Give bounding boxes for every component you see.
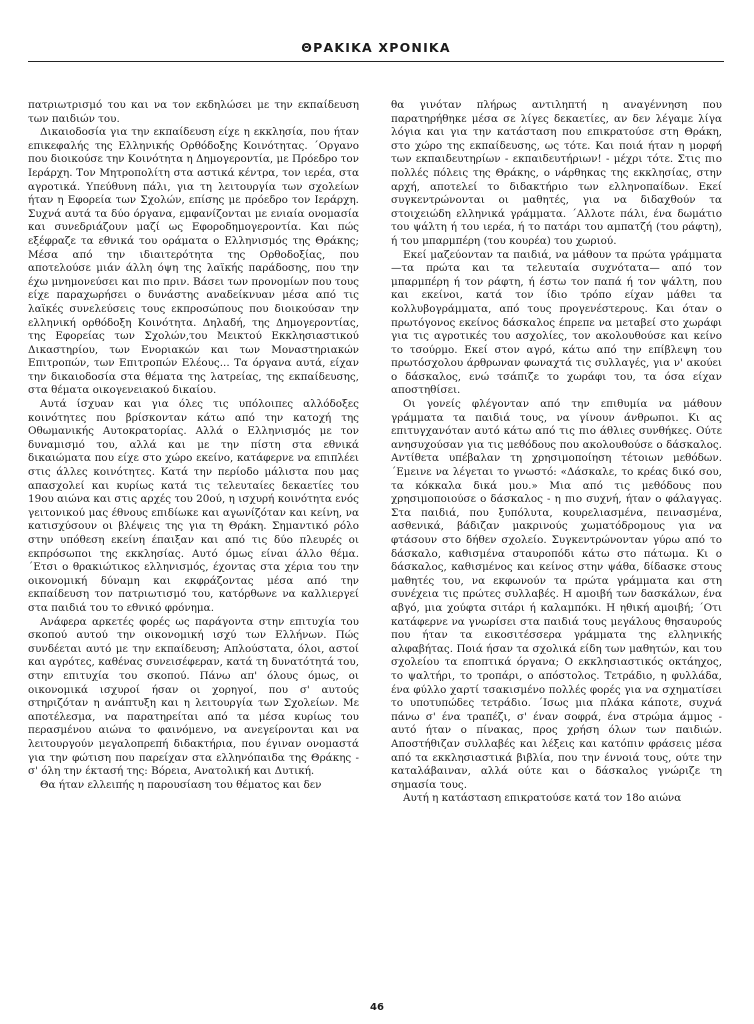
page-number: 46: [370, 1002, 384, 1013]
paragraph: Ανάφερα αρκετές φορές ως παράγοντα στην επιτυχία του σκοπού αυτού την οικονομική ισχύ των Ελλήνων. Πώς συνδέεται αυτό με την εκπαίδευση; Απλούστατα, όλοι, αστοί και αγρότες, καθένας συνεισέφεραν, κατά τη δυνατότητά του, στην επιτυχία του σκοπού. Πάνω απ' όλους όμως, οι οικονομικά ισχυροί ήσαν οι χορηγοί, που σ' αυτούς στηριζόταν η ανάπτυξη και η λειτουργία των Σχολείων. Με αποτέλεσμα, να παρατηρείται από τα μέσα κυρίως του περασμένου αιώνα το φαινόμενο, να ανεγείρονται και να λειτουργούν μεγαλοπρεπή διδακτήρια, που έγιναν ονομαστά για την φώτιση που παρείχαν στα ελληνόπαιδα της Θράκης - σ' όλη την έκτασή της: Βόρεια, Ανατολική και Δυτική.: [28, 615, 359, 778]
right-column: [391, 99, 722, 806]
paragraph: Δικαιοδοσία για την εκπαίδευση είχε η εκκλησία, που ήταν επικεφαλής της Ελληνικής Ορθόδοξης Κοινότητας. ΄Οργανο που διοικούσε την Κοινότητα η Δημογεροντία, με Πρόεδρο τον Ιεράρχη. Τον Μητροπολίτη στα αστικά κέντρα, τον ιερέα, στα αγροτικά. Υπεύθυνη πάλι, για τη λειτουργία των σχολείων ήταν η Εφορεία των Σχολών, επίσης με πρόεδρο τον Ιεράρχη. Συχνά αυτά τα δύο όργανα, εμφανίζονται με ενιαία ονομασία και συνεδριάζουν μαζί ως Εφοροδημογεροντία. Και πώς εξέφραζε τα εθνικά του οράματα ο Ελληνισμός της Θράκης; Μέσα από την ιδιαιτερότητα της Ορθοδοξίας, που αποτελούσε μιάν άλλη όψη της λαϊκής παράδοσης, που την έχω μνημονεύσει και πιο πριν. Βάσει των προνομίων που τους είχε παραχωρήσει ο δυνάστης αναδείκνυαν μέσα από τις λαϊκές συνελεύσεις τους εκπροσώπους που διοικούσαν την ελληνική ορθόδοξη Κοινότητα. Δηλαδή, της Δημογεροντίας, της Εφορείας των Σχολών,του Μεικτού Εκκλησιαστικού Δικαστηρίου, των Ενοριακών και των Μοναστηριακών Επιτροπών, των Επιτροπών Ελέους... Τα όργανα αυτά, είχαν την δικαιοδοσία στα θέματα της λατρείας, της εκπαίδευσης, στα θέματα οικογενειακού δικαίου.: [28, 126, 359, 397]
paragraph: θα γινόταν πλήρως αντιληπτή η αναγέννηση που παρατηρήθηκε μέσα σε λίγες δεκαετίες, αν δεν λέγαμε λίγα λόγια και για την κατάσταση που επικρατούσε στη Θράκη, στο χώρο της εκπαίδευσης, ως τότε. Και ποιά ήταν η μορφή των εκπαιδευτηρίων - εκπαιδευτήριων! - μέχρι τότε. Στις πιο πολλές πόλεις της Θράκης, ο νάρθηκας της εκκλησίας, στην αρχή, αποτελεί το διδακτήριο των ελληνοπαίδων. Εκεί συγκεντρώνονται οι μαθητές, για να διδαχθούν τα στοιχειώδη ελληνικά γράμματα. ΄Αλλοτε πάλι, ένα δωμάτιο του ψάλτη ή του ιερέα, ή το πατάρι του αμπατζή (του ράφτη), ή του μπαρμπέρη (του κουρέα) του χωριού.: [391, 99, 722, 247]
paragraph: πατριωτρισμό του και να τον εκδηλώσει με την εκπαίδευση των παιδιών του.: [28, 99, 359, 125]
paragraph: Αυτή η κατάσταση επικρατούσε κατά τον 18ο αιώνα: [403, 792, 682, 805]
journal-title: ΘΡΑΚΙΚΑ ΧΡΟΝΙΚΑ: [301, 40, 451, 55]
paragraph: Αυτά ίσχυαν και για όλες τις υπόλοιπες αλλόδοξες κοινότητες που βρίσκονταν κάτω από την κατοχή της Οθωμανικής Αυτοκρατορίας. Αλλά ο Ελληνισμός με τον δυναμισμό του, αλλά και με την πίστη στα εθνικά δικαιώματα που είχε στο χώρο εκείνο, κατάφερνε να επιπλέει στις άλλες κοινότητες. Κατά την περίοδο μάλιστα που μας απασχολεί και κυρίως κατά τις τελευταίες δεκαετίες του 19ου αιώνα και στις αρχές του 20ού, η ισχυρή κοινότητα ενός γειτονικού μας έθνους επιδίωκε και αγωνίζόταν και κείνη, να κατισχύσουν οι βλέψεις της για τη Θράκη. Σημαντικό ρόλο στην υπόθεση εκείνη έπαιξαν και από τις δύο πλευρές οι εκπρόσωποι της εκκλησίας. Αυτό όμως είναι άλλο θέμα. ΄Ετσι ο θρακιώτικος ελληνισμός, έχοντας στα χέρια του την οικονομική δύναμη και εκφράζοντας μέσα από την εκπαίδευση τον πατριωτισμό του, κατόρθωνε να καλλιεργεί στα παιδιά του το εθνικό φρόνημα.: [28, 398, 359, 614]
paragraph: Οι γονείς φλέγονταν από την επιθυμία να μάθουν γράμματα τα παιδιά τους, να γίνουν άνθρωποι. Κι ας επιτυγχανόταν αυτό κάτω από τις πιο άθλιες συνθήκες. Ούτε ανησυχούσαν για τις μεθόδους που ακολουθούσε ο δάσκαλος. Αντίθετα υπέβαλαν τη χρησιμοποίηση τέτοιων μεθόδων. ΄Εμεινε να λέγεται το γνωστό: «Δάσκαλε, το κρέας δικό σου, τα κόκκαλα δικά μου.» Μια από τις μεθόδους που χρησιμοποιούσε ο δάσκαλος - η πιο συχνή, ήταν ο φάλαγγας. Στα παιδιά, που ξυπόλυτα, κουρελιασμένα, πεινασμένα, ασθενικά, βάδιζαν μακρινούς χωματόδρομους για να φτάσουν στο δήθεν σχολείο. Συγκεντρώνονταν γύρω από το δάσκαλο, καθισμένα σταυροπόδι κάτω στο πάτωμα. Κι ο δάσκαλος, καθισμένος και κείνος στην ψάθα, δίδασκε στους μαθητές του, να εκφωνούν τα πρώτα γράμματα και στη συνέχεια τις πρώτες συλλαβές. Η αμοιβή των δασκάλων, ένα αβγό, μια χούφτα σιτάρι ή καλαμπόκι. Η ηθική αμοιβή; ΄Οτι κατάφερνε να γνωρίσει στα παιδιά τους μεγάλους θησαυρούς που ήταν τα εικοσιτέσσερα γράμματα της ελληνικής αλφαβήτας. Ποιά ήσαν τα σχολικά είδη των μαθητών, και του σχολείου τα εποπτικά όργανα; Ο εκκλησιαστικός οκτάηχος, το ψαλτήρι, το τροπάρι, ο απόστολος. Τετράδιο, η φυλλάδα, ένα φύλλο χαρτί τσακισμένο πολλές φορές για να σχηματίσει το υποτυπώδες τετράδιο. ΄Ισως μια πλάκα κάποτε, συχνά πάνω σ' ένα τραπέζι, σ' έναν σοφρά, ένα στρώμα άμμος - αυτό ήταν ο πίνακας, προς χρήση όλων των παιδιών. Αποστήθιζαν συλλαβές και λέξεις και κατόπιν φράσεις μέσα από τα εκκλησιαστικά βιβλία, που την έννοιά τους, ούτε την καταλάβαιναν, αλλά ούτε και ο δάσκαλος γνώριζε τη σημασία τους.: [391, 398, 722, 791]
running-header: [28, 40, 724, 62]
left-column: [28, 99, 359, 792]
header-rule: [28, 61, 724, 62]
paragraph: Εκεί μαζεύονταν τα παιδιά, να μάθουν τα πρώτα γράμματα —τα πρώτα και τα τελευταία συχνότατα— από τον μπαρμπέρη ή τον ράφτη, ή έστω τον παπά ή τον ψάλτη, που και εκείνοι, κατά τον ίδιο τρόπο είχαν μάθει τα κολλυβογράμματα, από τους προγενέστερους. Και όταν ο πρωτόγονος εκείνος δάσκαλος έπρεπε να μεταβεί στο χωράφι για τις αγροτικές του ασχολίες, τον ακολουθούσε και κείνο το τσούρμο. Εκεί στον αγρό, κάτω από την επίβλεψη του πρωτόσχολου άρθρωναν φωναχτά τις συλλαγές, για ν' ακούει ο δάσκαλος, ενώ τσάπιζε το χωράφι του, τα όσα είχαν αποστηθίσει.: [391, 248, 722, 397]
paragraph: Θα ήταν ελλειπής η παρουσίαση του θέματος και δεν: [40, 778, 322, 791]
